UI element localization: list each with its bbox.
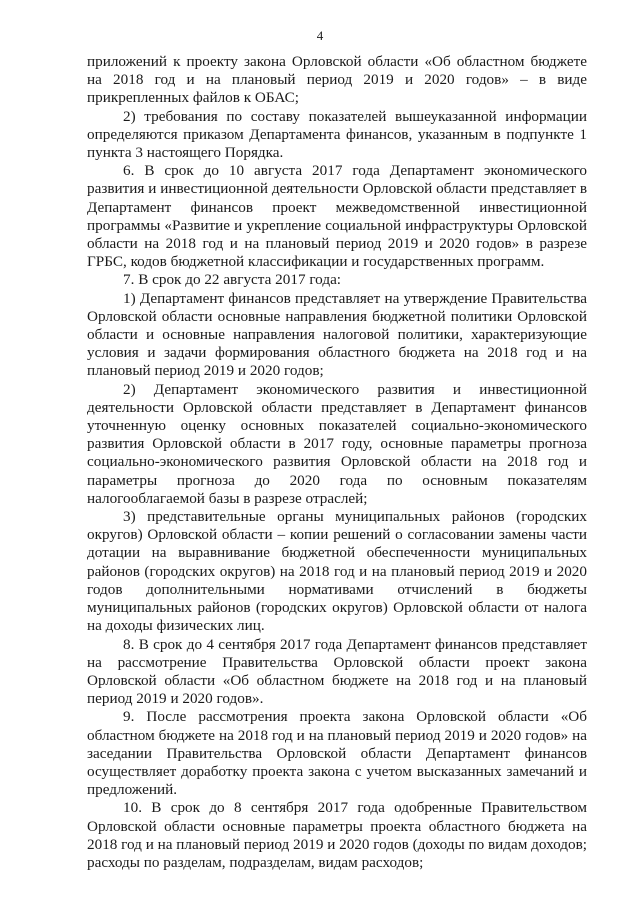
paragraph-8: 8. В срок до 4 сентября 2017 года Департамент финансов представляет на рассмотрение Правительства Орловской области проект закона Орловской области «Об областном бюджете на 2018 год и на плановый период 2019 и 2020 годов». (87, 635, 587, 708)
paragraph-7: 7. В срок до 22 августа 2017 года: (123, 271, 342, 289)
paragraph-10: 10. В срок до 8 сентября 2017 года одобренные Правительством Орловской области основные параметры проекта областного бюджета на 2018 год и на плановый период 2019 и 2020 годов (доходы по видам доходов; расходы по разделам, подразделам, видам расходов; (87, 799, 588, 871)
paragraph-7-3: 3) представительные органы муниципальных районов (городских округов) Орловской области – копии решений о согласовании замены части дотации на выравнивание бюджетной обеспеченности муниципальных районов (городских округов) на 2018 год и на плановый период 2019 и 2020 годов дополнительными нормативами отчислений в бюджеты муниципальных районов (городских округов) Орловской области от налога на доходы физических лиц. (87, 508, 587, 635)
paragraph-5-2: 2) требования по составу показателей вышеуказанной информации определяются приказом Департамента финансов, указанным в подпункте 1 пункта 3 настоящего Порядка. (87, 107, 587, 162)
paragraph-6: 6. В срок до 10 августа 2017 года Департамент экономического развития и инвестиционной деятельности Орловской области представляет в Департамент финансов проект межведомственной инвестиционной программы «Развитие и укрепление социальной инфраструктуры Орловской области на 2018 год и на плановый период 2019 и 2020 годов» в разрезе ГРБС, кодов бюджетной классификации и государственных программ. (87, 162, 587, 271)
paragraph-continuation: приложений к проекту закона Орловской области «Об областном бюджете на 2018 год и на плановый период 2019 и 2020 годов» – в виде прикрепленных файлов к ОБАС; (87, 53, 587, 107)
document-body (87, 53, 587, 872)
paragraph-9: 9. После рассмотрения проекта закона Орловской области «Об областном бюджете на 2018 год и на плановый период 2019 и 2020 годов» на заседании Правительства Орловской области Департамент финансов осуществляет доработку проекта закона с учетом высказанных замечаний и предложений. (87, 708, 587, 799)
paragraph-7-2: 2) Департамент экономического развития и инвестиционной деятельности Орловской области представляет в Департамент финансов уточненную оценку основных показателей социально-экономического развития Орловской области в 2017 году, основные параметры прогноза социально-экономического развития Орловской области на 2018 год и параметры прогноза до 2020 года по основным показателям налогооблагаемой базы в разрезе отраслей; (87, 380, 587, 507)
page-number: 4 (316, 28, 324, 43)
paragraph-7-1: 1) Департамент финансов представляет на утверждение Правительства Орловской области основные направления бюджетной политики Орловской области и основные направления налоговой политики, характеризующие условия и задачи формирования областного бюджета на 2018 год и на плановый период 2019 и 2020 годов; (87, 289, 587, 380)
